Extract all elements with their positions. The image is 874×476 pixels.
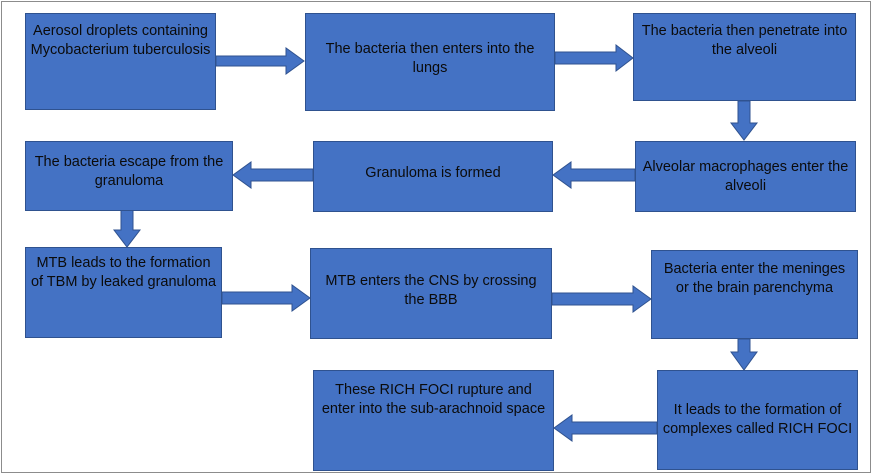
arrow-macrophages-to-granuloma (553, 162, 635, 188)
box-escape-text: The bacteria escape from the granuloma (34, 154, 224, 189)
box-granuloma-formed-text: Granuloma is formed (365, 165, 501, 181)
box-aerosol-text: Aerosol droplets containing Mycobacterium tuberculosis (30, 23, 211, 58)
box-formation-tbm (25, 247, 222, 338)
arrow-granuloma-to-escape (233, 162, 313, 188)
arrow-meninges-to-richfoci (731, 339, 757, 370)
arrow-escape-to-tbm (114, 210, 140, 247)
box-cns-text: MTB enters the CNS by crossing the BBB (325, 273, 537, 308)
arrow-cns-to-meninges (552, 286, 651, 312)
box-rich-foci (657, 370, 858, 470)
box-alveoli-text: The bacteria then penetrate into the alveoli (641, 23, 848, 58)
box-aerosol-droplets (25, 13, 216, 110)
box-lungs-text: The bacteria then enters into the lungs (325, 41, 535, 76)
arrow-richfoci-to-rupture (554, 415, 657, 441)
arrow-tbm-to-cns (222, 285, 310, 311)
box-enters-lungs (305, 13, 555, 111)
box-meninges (651, 250, 858, 339)
box-bacteria-escape (25, 141, 233, 211)
box-macrophages-text: Alveolar macrophages enter the alveoli (642, 158, 849, 194)
box-meninges-text: Bacteria enter the meninges or the brain parenchyma (663, 261, 846, 296)
arrow-alveoli-to-macrophages (731, 101, 757, 140)
arrow-lungs-to-alveoli (555, 45, 633, 71)
box-foci-rupture (313, 370, 554, 471)
box-alveolar-macrophages (635, 141, 856, 212)
box-penetrate-alveoli (633, 13, 856, 101)
box-rupture-text: These RICH FOCI rupture and enter into the sub-arachnoid space (321, 382, 546, 417)
box-enters-cns (310, 248, 552, 339)
arrow-aerosol-to-lungs (216, 48, 304, 74)
box-rich-foci-text: It leads to the formation of complexes called RICH FOCI (662, 402, 853, 437)
box-tbm-text: MTB leads to the formation of TBM by leaked granuloma (30, 255, 217, 290)
box-granuloma-formed (313, 141, 553, 212)
